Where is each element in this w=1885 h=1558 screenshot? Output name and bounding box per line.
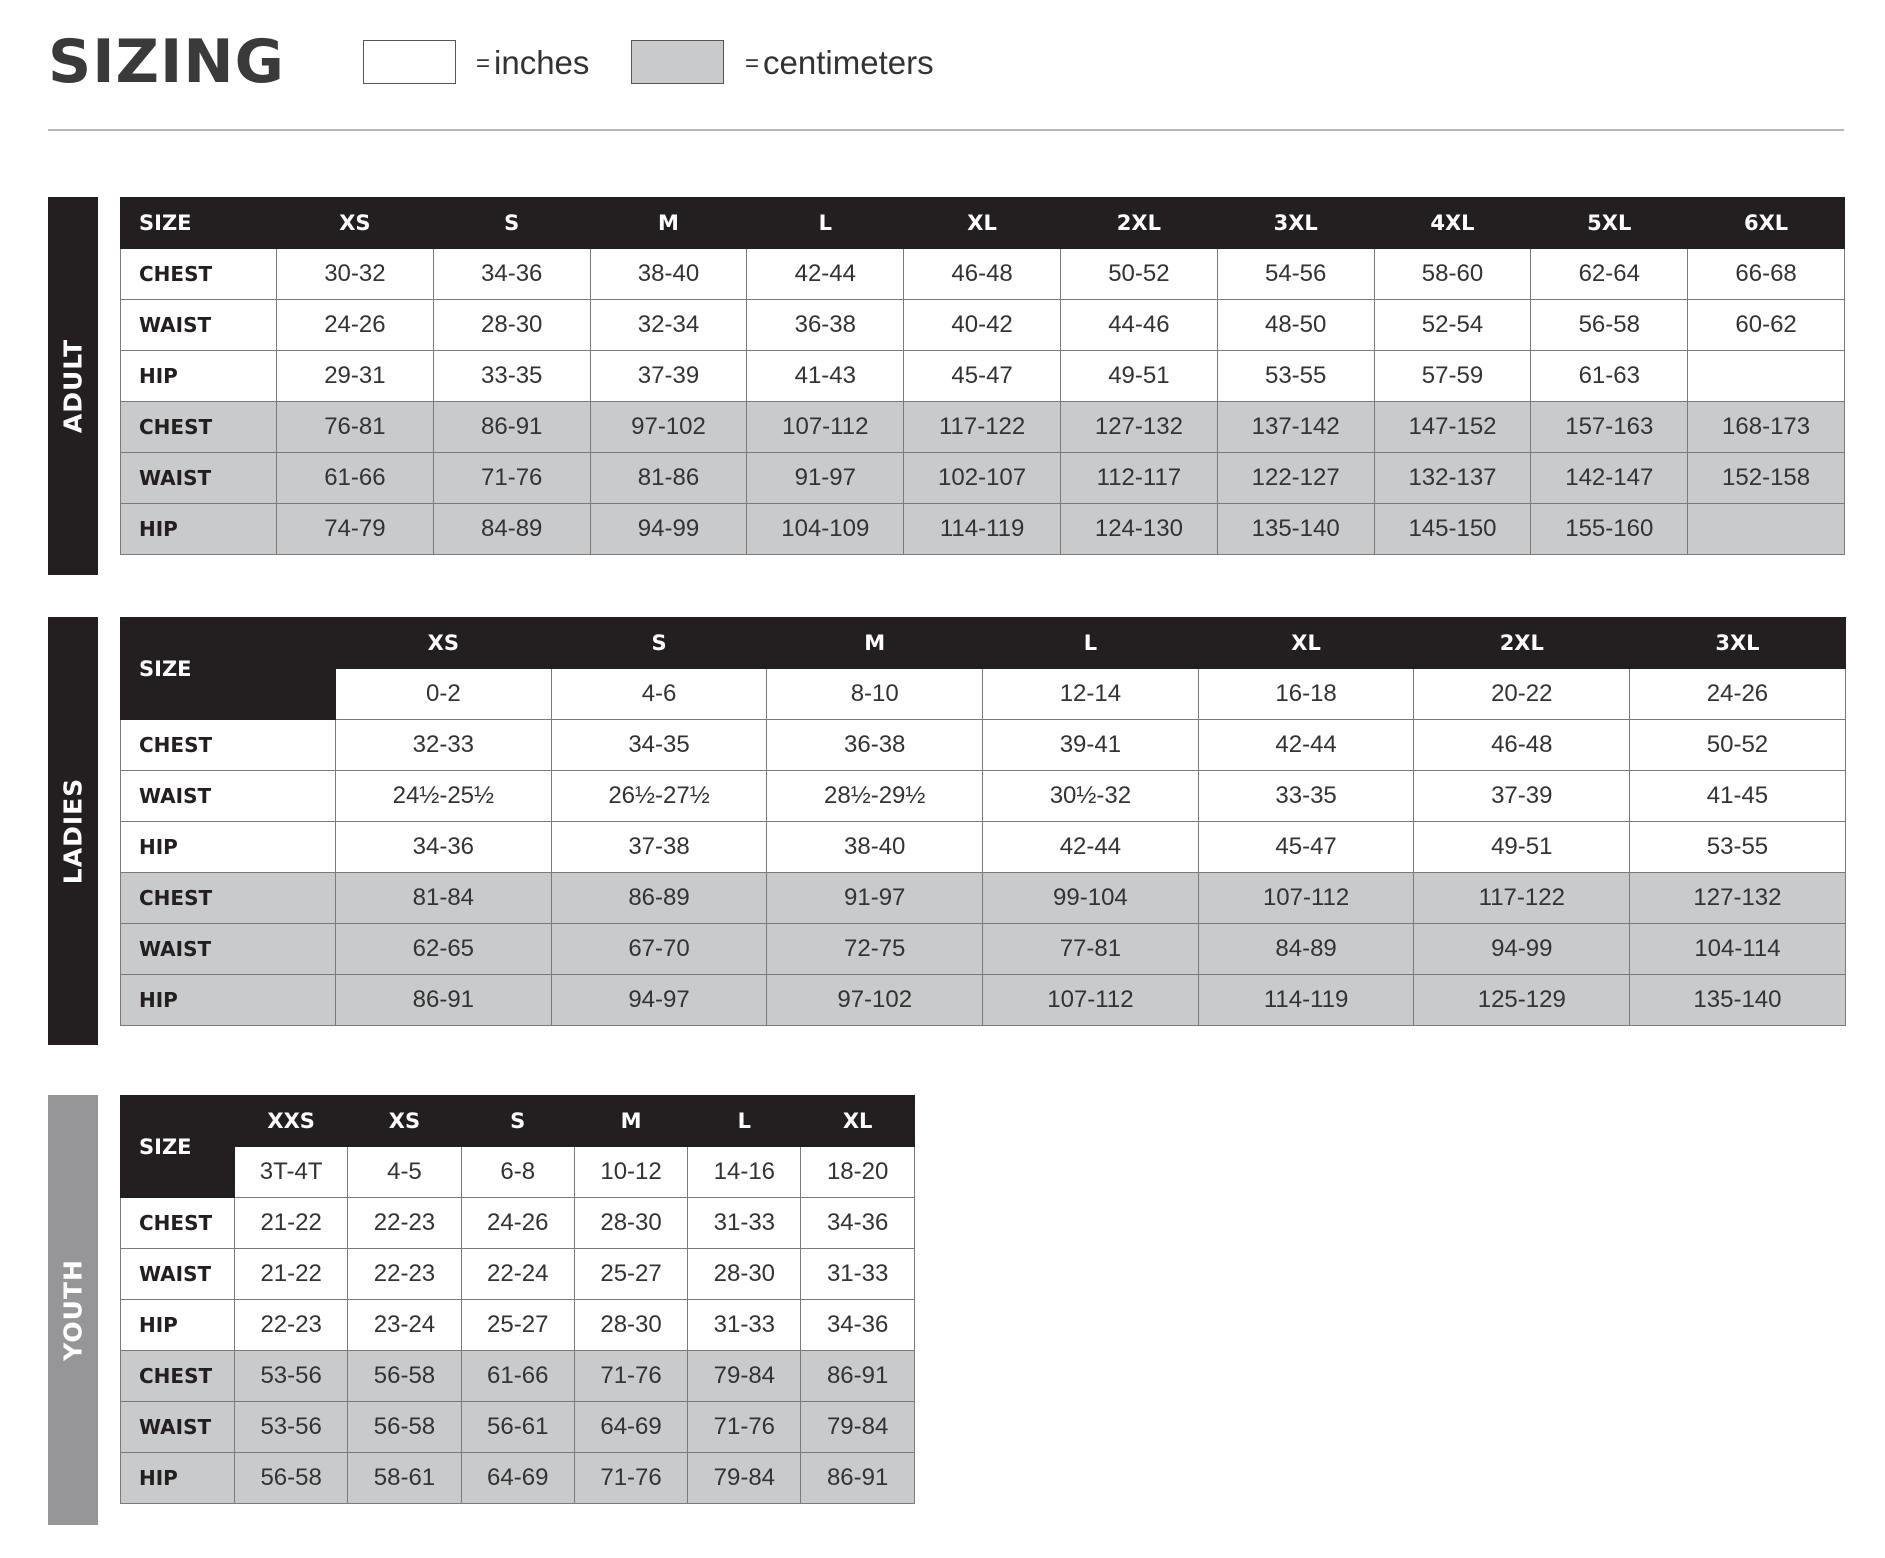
measurement-value: 24-26 [277,300,434,351]
measurement-label: CHEST [121,1351,235,1402]
measurement-row-centimeters [121,504,1845,555]
measurement-value: 56-58 [348,1351,461,1402]
measurement-value: 147-152 [1374,402,1531,453]
measurement-value: 50-52 [1630,720,1846,771]
measurement-value: 42-44 [1198,720,1414,771]
measurement-value: 61-66 [277,453,434,504]
measurement-value: 155-160 [1531,504,1688,555]
measurement-value: 30½-32 [983,771,1199,822]
measurement-value: 86-91 [801,1453,914,1504]
measurement-value: 135-140 [1217,504,1374,555]
size-header-cell: L [983,618,1199,669]
measurement-row-centimeters [121,1351,915,1402]
measurement-value: 32-34 [590,300,747,351]
size-header-cell: M [590,198,747,249]
measurement-value: 145-150 [1374,504,1531,555]
measurement-label: CHEST [121,249,277,300]
size-header-cell: XL [801,1096,914,1147]
numeric-size-cell: 8-10 [767,669,983,720]
size-column-label: SIZE [121,198,277,249]
measurement-row-inches [121,771,1846,822]
measurement-value: 107-112 [747,402,904,453]
ladies-section-tab [48,617,98,1045]
measurement-value: 53-55 [1217,351,1374,402]
youth-section-tab [48,1095,98,1525]
measurement-value: 34-36 [801,1198,914,1249]
numeric-size-cell: 4-6 [551,669,767,720]
measurement-value: 33-35 [433,351,590,402]
measurement-value: 34-36 [801,1300,914,1351]
measurement-label: HIP [121,504,277,555]
numeric-size-row [121,1147,915,1198]
measurement-value: 53-56 [235,1402,348,1453]
measurement-label: HIP [121,1453,235,1504]
size-header-row [121,1096,915,1147]
measurement-value: 135-140 [1630,975,1846,1026]
measurement-value: 67-70 [551,924,767,975]
measurement-value: 34-35 [551,720,767,771]
measurement-value: 37-39 [1414,771,1630,822]
ladies-tab-label: LADIES [58,777,88,885]
measurement-value: 94-99 [590,504,747,555]
measurement-value: 24-26 [461,1198,574,1249]
youth-size-table [120,1095,915,1504]
measurement-value: 86-91 [433,402,590,453]
size-header-row [121,618,1846,669]
measurement-value: 79-84 [801,1402,914,1453]
measurement-value: 57-59 [1374,351,1531,402]
measurement-value: 32-33 [336,720,552,771]
size-header-cell: 6XL [1688,198,1845,249]
size-header-cell: XS [336,618,552,669]
measurement-value: 28-30 [574,1300,687,1351]
numeric-size-cell: 14-16 [688,1147,801,1198]
measurement-value: 137-142 [1217,402,1374,453]
measurement-value: 71-76 [574,1453,687,1504]
measurement-value: 21-22 [235,1249,348,1300]
measurement-value: 41-45 [1630,771,1846,822]
measurement-label: CHEST [121,873,336,924]
measurement-value: 127-132 [1060,402,1217,453]
size-header-cell: XS [277,198,434,249]
measurement-value: 86-91 [336,975,552,1026]
measurement-value: 84-89 [1198,924,1414,975]
measurement-value: 49-51 [1060,351,1217,402]
size-header-cell: S [551,618,767,669]
measurement-value: 66-68 [1688,249,1845,300]
measurement-value: 58-60 [1374,249,1531,300]
measurement-value: 86-89 [551,873,767,924]
measurement-value: 34-36 [336,822,552,873]
measurement-value: 41-43 [747,351,904,402]
measurement-value: 28½-29½ [767,771,983,822]
adult-size-table [120,197,1845,555]
numeric-size-cell: 12-14 [983,669,1199,720]
numeric-size-cell: 20-22 [1414,669,1630,720]
size-header-cell: 3XL [1217,198,1374,249]
numeric-size-cell: 6-8 [461,1147,574,1198]
size-header-cell: L [747,198,904,249]
measurement-value: 72-75 [767,924,983,975]
measurement-value: 64-69 [461,1453,574,1504]
measurement-value: 107-112 [983,975,1199,1026]
measurement-value: 31-33 [801,1249,914,1300]
size-header-cell: 5XL [1531,198,1688,249]
measurement-value: 61-63 [1531,351,1688,402]
measurement-value: 46-48 [904,249,1061,300]
measurement-row-inches [121,249,1845,300]
measurement-label: HIP [121,975,336,1026]
measurement-value: 26½-27½ [551,771,767,822]
measurement-value: 86-91 [801,1351,914,1402]
size-header-cell: XL [904,198,1061,249]
measurement-value: 62-65 [336,924,552,975]
header-divider [48,129,1844,131]
numeric-size-cell: 24-26 [1630,669,1846,720]
measurement-value: 22-24 [461,1249,574,1300]
measurement-row-inches [121,1198,915,1249]
youth-tab-label: YOUTH [58,1259,88,1361]
size-header-row [121,198,1845,249]
measurement-value: 117-122 [904,402,1061,453]
size-header-cell: 2XL [1414,618,1630,669]
measurement-value: 122-127 [1217,453,1374,504]
measurement-label: WAIST [121,1402,235,1453]
measurement-value: 28-30 [574,1198,687,1249]
numeric-size-cell: 4-5 [348,1147,461,1198]
measurement-value: 84-89 [433,504,590,555]
measurement-value: 74-79 [277,504,434,555]
measurement-value: 76-81 [277,402,434,453]
numeric-size-row [121,669,1846,720]
measurement-value: 79-84 [688,1351,801,1402]
measurement-value: 124-130 [1060,504,1217,555]
measurement-label: WAIST [121,1249,235,1300]
size-column-label: SIZE [121,618,336,720]
measurement-value: 36-38 [747,300,904,351]
page-title: SIZING [48,27,285,97]
measurement-value: 28-30 [688,1249,801,1300]
measurement-row-inches [121,351,1845,402]
measurement-value: 45-47 [1198,822,1414,873]
measurement-value: 42-44 [983,822,1199,873]
measurement-value: 49-51 [1414,822,1630,873]
measurement-value: 97-102 [767,975,983,1026]
measurement-value: 102-107 [904,453,1061,504]
measurement-row-inches [121,720,1846,771]
measurement-row-centimeters [121,402,1845,453]
measurement-value: 56-58 [1531,300,1688,351]
numeric-size-cell: 16-18 [1198,669,1414,720]
measurement-label: WAIST [121,924,336,975]
measurement-value: 152-158 [1688,453,1845,504]
measurement-value: 53-56 [235,1351,348,1402]
measurement-row-centimeters [121,1453,915,1504]
size-header-cell: XXS [235,1096,348,1147]
centimeters-legend-swatch [631,40,724,84]
measurement-value: 81-86 [590,453,747,504]
measurement-value: 142-147 [1531,453,1688,504]
measurement-value: 99-104 [983,873,1199,924]
measurement-value: 31-33 [688,1198,801,1249]
measurement-value: 46-48 [1414,720,1630,771]
size-header-cell: M [767,618,983,669]
numeric-size-cell: 18-20 [801,1147,914,1198]
measurement-label: WAIST [121,771,336,822]
measurement-value: 37-38 [551,822,767,873]
measurement-value: 77-81 [983,924,1199,975]
measurement-value: 60-62 [1688,300,1845,351]
measurement-value [1688,504,1845,555]
measurement-row-inches [121,300,1845,351]
measurement-row-centimeters [121,873,1846,924]
measurement-value: 25-27 [574,1249,687,1300]
size-header-cell: XL [1198,618,1414,669]
measurement-value: 38-40 [767,822,983,873]
measurement-value: 30-32 [277,249,434,300]
measurement-value: 71-76 [688,1402,801,1453]
measurement-label: HIP [121,1300,235,1351]
measurement-value: 94-99 [1414,924,1630,975]
measurement-value: 48-50 [1217,300,1374,351]
measurement-value: 21-22 [235,1198,348,1249]
measurement-value: 40-42 [904,300,1061,351]
measurement-value: 117-122 [1414,873,1630,924]
measurement-value: 36-38 [767,720,983,771]
size-header-cell: S [461,1096,574,1147]
measurement-value: 79-84 [688,1453,801,1504]
size-header-cell: 2XL [1060,198,1217,249]
measurement-value: 22-23 [235,1300,348,1351]
measurement-value: 22-23 [348,1249,461,1300]
measurement-label: CHEST [121,720,336,771]
adult-tab-label: ADULT [58,338,88,434]
centimeters-legend-label: = centimeters [745,44,934,81]
measurement-value: 28-30 [433,300,590,351]
measurement-value: 25-27 [461,1300,574,1351]
measurement-value: 107-112 [1198,873,1414,924]
measurement-value: 39-41 [983,720,1199,771]
size-header-cell: 4XL [1374,198,1531,249]
measurement-row-inches [121,1300,915,1351]
measurement-value: 168-173 [1688,402,1845,453]
measurement-value: 64-69 [574,1402,687,1453]
adult-section-tab [48,197,98,575]
measurement-label: HIP [121,822,336,873]
measurement-value: 104-114 [1630,924,1846,975]
measurement-value: 71-76 [574,1351,687,1402]
measurement-value [1688,351,1845,402]
measurement-label: CHEST [121,1198,235,1249]
size-header-cell: S [433,198,590,249]
numeric-size-cell: 0-2 [336,669,552,720]
measurement-value: 132-137 [1374,453,1531,504]
measurement-value: 31-33 [688,1300,801,1351]
measurement-value: 23-24 [348,1300,461,1351]
measurement-value: 45-47 [904,351,1061,402]
measurement-value: 42-44 [747,249,904,300]
measurement-row-centimeters [121,1402,915,1453]
measurement-value: 37-39 [590,351,747,402]
measurement-value: 44-46 [1060,300,1217,351]
measurement-value: 24½-25½ [336,771,552,822]
measurement-value: 53-55 [1630,822,1846,873]
measurement-value: 29-31 [277,351,434,402]
measurement-value: 22-23 [348,1198,461,1249]
size-column-label: SIZE [121,1096,235,1198]
measurement-row-inches [121,822,1846,873]
measurement-value: 71-76 [433,453,590,504]
size-header-cell: M [574,1096,687,1147]
numeric-size-cell: 3T-4T [235,1147,348,1198]
inches-legend-swatch [363,40,456,84]
measurement-row-centimeters [121,924,1846,975]
ladies-size-table [120,617,1846,1026]
measurement-value: 52-54 [1374,300,1531,351]
measurement-value: 97-102 [590,402,747,453]
measurement-value: 91-97 [747,453,904,504]
measurement-value: 33-35 [1198,771,1414,822]
measurement-value: 61-66 [461,1351,574,1402]
measurement-value: 38-40 [590,249,747,300]
measurement-value: 127-132 [1630,873,1846,924]
measurement-value: 114-119 [904,504,1061,555]
measurement-row-inches [121,1249,915,1300]
size-header-cell: 3XL [1630,618,1846,669]
measurement-label: WAIST [121,300,277,351]
measurement-value: 94-97 [551,975,767,1026]
measurement-row-centimeters [121,453,1845,504]
measurement-value: 81-84 [336,873,552,924]
numeric-size-cell: 10-12 [574,1147,687,1198]
measurement-value: 91-97 [767,873,983,924]
measurement-value: 112-117 [1060,453,1217,504]
measurement-value: 114-119 [1198,975,1414,1026]
measurement-value: 62-64 [1531,249,1688,300]
size-header-cell: L [688,1096,801,1147]
size-header-cell: XS [348,1096,461,1147]
measurement-value: 58-61 [348,1453,461,1504]
measurement-row-centimeters [121,975,1846,1026]
measurement-value: 56-58 [235,1453,348,1504]
measurement-label: HIP [121,351,277,402]
measurement-value: 157-163 [1531,402,1688,453]
measurement-value: 56-58 [348,1402,461,1453]
measurement-label: WAIST [121,453,277,504]
inches-legend-label: = inches [476,44,590,81]
measurement-value: 56-61 [461,1402,574,1453]
measurement-value: 125-129 [1414,975,1630,1026]
measurement-label: CHEST [121,402,277,453]
measurement-value: 34-36 [433,249,590,300]
measurement-value: 50-52 [1060,249,1217,300]
measurement-value: 54-56 [1217,249,1374,300]
measurement-value: 104-109 [747,504,904,555]
